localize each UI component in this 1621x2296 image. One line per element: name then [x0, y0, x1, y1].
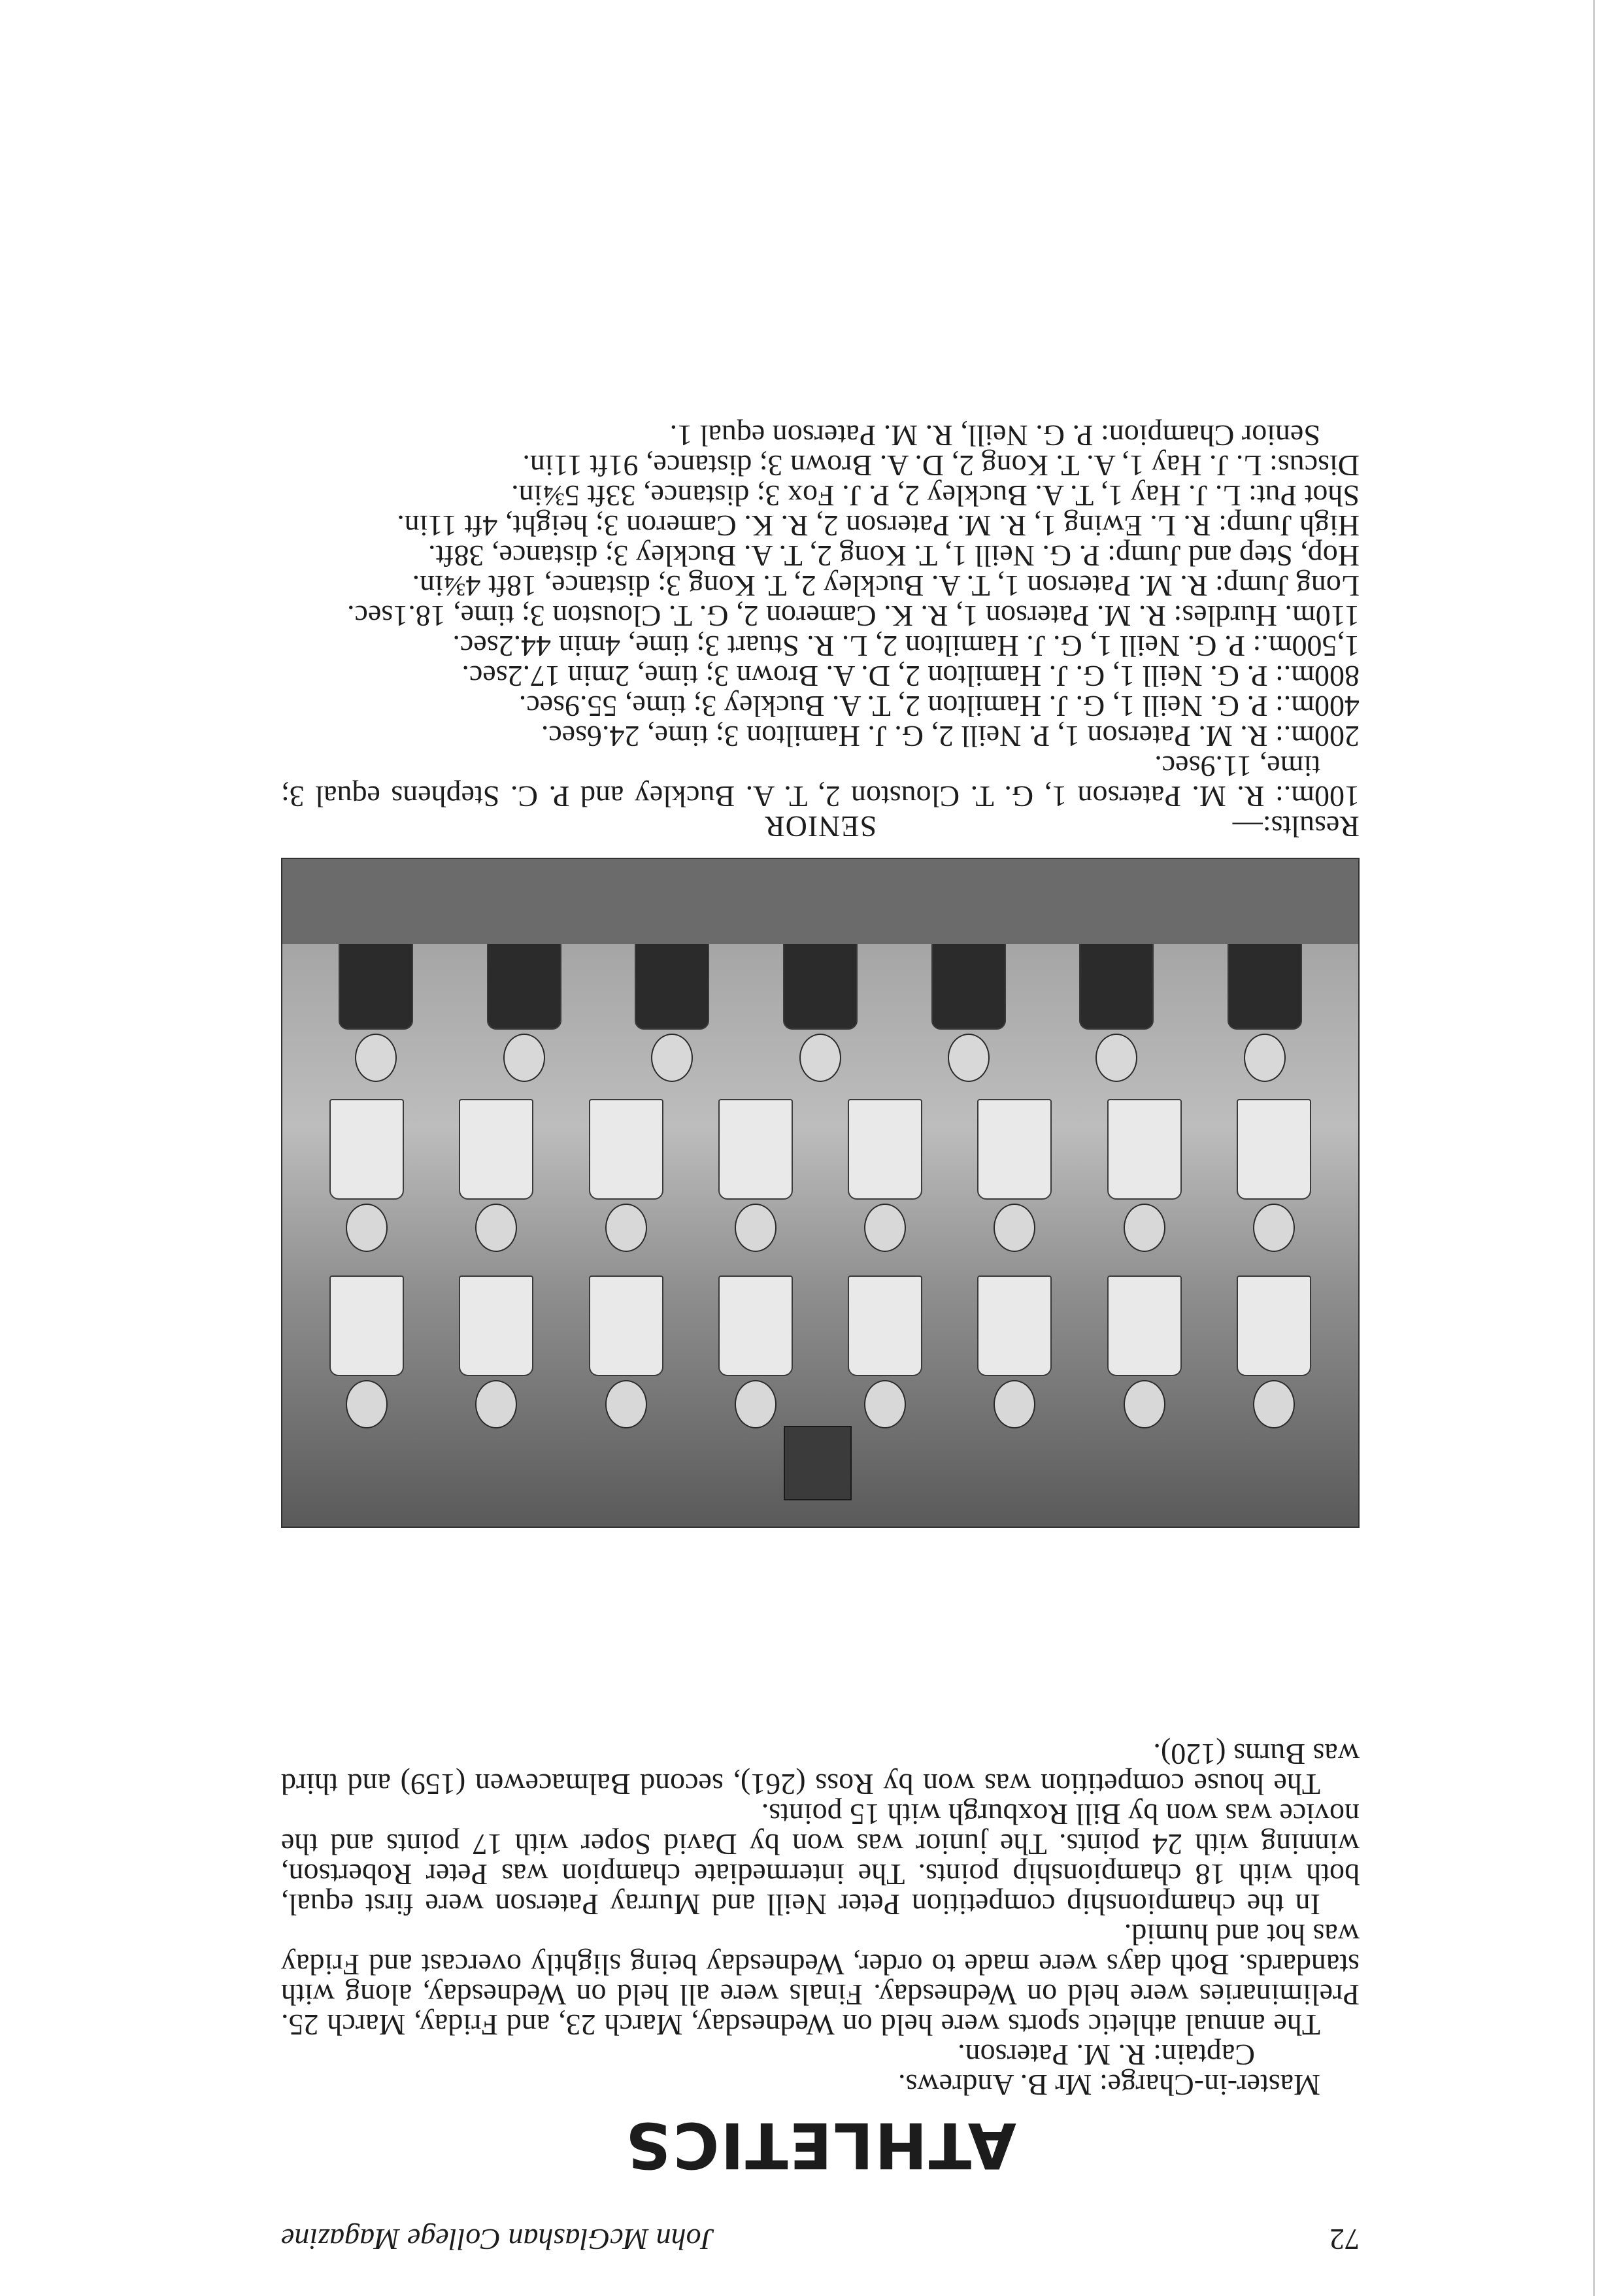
results-label: Results:— [1232, 810, 1360, 843]
trophy-shield [784, 1426, 852, 1500]
photo-row-middle [302, 1099, 1339, 1252]
event-400m: 400m.: P. G. Neill 1, G. J. Hamilton 2, T. A. Buckley 3; time, 55.9sec. [518, 690, 1360, 723]
paragraph-house-competition: The house competition was won by Ross (261), second Balmacewen (159) and third was Burns (120). [281, 1738, 1360, 1801]
photo-row-back [302, 1275, 1339, 1428]
athlete-figure [972, 1275, 1057, 1428]
event-high-jump: High Jump: R. L. Ewing 1, R. M. Paterson 2, R. K. Cameron 3; height, 4ft 11in. [397, 509, 1360, 543]
athlete-figure [1231, 1275, 1316, 1428]
athlete-figure [324, 1275, 409, 1428]
athlete-figure [1102, 1275, 1187, 1428]
master-in-charge-line: Master-in-Charge: Mr B. Andrews. [898, 2068, 1320, 2102]
results-head [281, 811, 1360, 841]
athlete-figure [1222, 929, 1307, 1082]
event-200m: 200m.: R. M. Paterson 1, P. Neill 2, G. J. Hamilton 3; time, 24.6sec. [541, 720, 1360, 753]
event-100m: 100m.: R. M. Paterson 1, G. T. Clouston 2, T. A. Buckley and P. C. Stephens equal 3; time, 11.9sec. [281, 750, 1360, 813]
athlete-figure [713, 1275, 798, 1428]
results-section [281, 420, 1360, 841]
running-head [281, 2211, 1360, 2257]
running-title: John McGlashan College Magazine [281, 2223, 715, 2256]
event-800m: 800m.: P. G. Neill 1, G. J. Hamilton 2, D. A. Brown 3; time, 2min 17.2sec. [461, 660, 1360, 693]
athlete-figure [1231, 1099, 1316, 1252]
page-heading: ATHLETICS [624, 2108, 1016, 2182]
event-long-jump: Long Jump: R. M. Paterson 1, T. A. Buckley 2, T. Kong 3; distance, 18ft 4¾in. [412, 569, 1360, 603]
athlete-figure [843, 1275, 927, 1428]
captain-line: Captain: R. M. Paterson. [958, 2038, 1255, 2072]
photo-floor [282, 859, 1358, 944]
athlete-figure [843, 1099, 927, 1252]
event-110m-hurdles: 110m. Hurdles: R. M. Paterson 1, R. K. Cameron 2, G. T. Clouston 3; time, 18.1sec. [347, 599, 1360, 633]
athlete-figure [482, 929, 567, 1082]
event-hop-step-jump: Hop, Step and Jump: P. G. Neill 1, T. Kong 2, T. A. Buckley 3; distance, 38ft. [427, 539, 1360, 573]
athlete-figure [333, 929, 418, 1082]
athlete-figure [1074, 929, 1159, 1082]
athlete-figure [926, 929, 1011, 1082]
paragraph-championship: In the championship competition Peter Neill and Murray Paterson were first equal, both with 18 championship points. The intermediate champion was Peter Robertson, winning with 24 points. The junior was won by David Soper with 17 points and the novice was won by Bill Roxburgh with 15 points. [281, 1798, 1360, 1921]
photo-row-front [302, 929, 1339, 1082]
athlete-figure [629, 929, 714, 1082]
athlete-figure [584, 1275, 669, 1428]
section-title-senior: SENIOR [763, 810, 877, 843]
athlete-figure [324, 1099, 409, 1252]
event-1500m: 1,500m.: P. G. Neill 1, G. J. Hamilton 2, L. R. Stuart 3; time, 4min 44.2sec. [452, 630, 1360, 663]
senior-champion: Senior Champion: P. G. Neill, R. M. Paterson equal 1. [669, 419, 1320, 452]
athlete-figure [454, 1099, 539, 1252]
athlete-figure [713, 1099, 798, 1252]
paragraph-sports-dates: The annual athletic sports were held on Wednesday, March 23, and Friday, March 25. Preliminaries were held on Wednesday. Finals were all held on Wednesday, along with standards. Both days were made to order, Wednesday being slightly overcast and Friday was hot and humid. [281, 1918, 1360, 2042]
page-number: 72 [1329, 2223, 1360, 2256]
event-discus: Discus: L. J. Hay 1, A. T. Kong 2, D. A. Brown 3; distance, 91ft 11in. [522, 449, 1360, 482]
athlete-figure [778, 929, 863, 1082]
athlete-figure [1102, 1099, 1187, 1252]
event-shot-put: Shot Put: L. J. Hay 1, T. A. Buckley 2, P. J. Fox 3; distance, 33ft 5¾in. [511, 479, 1360, 513]
athlete-figure [454, 1275, 539, 1428]
athlete-figure [584, 1099, 669, 1252]
intro-text [281, 1739, 1360, 2100]
team-photo [281, 858, 1360, 1528]
athlete-figure [972, 1099, 1057, 1252]
